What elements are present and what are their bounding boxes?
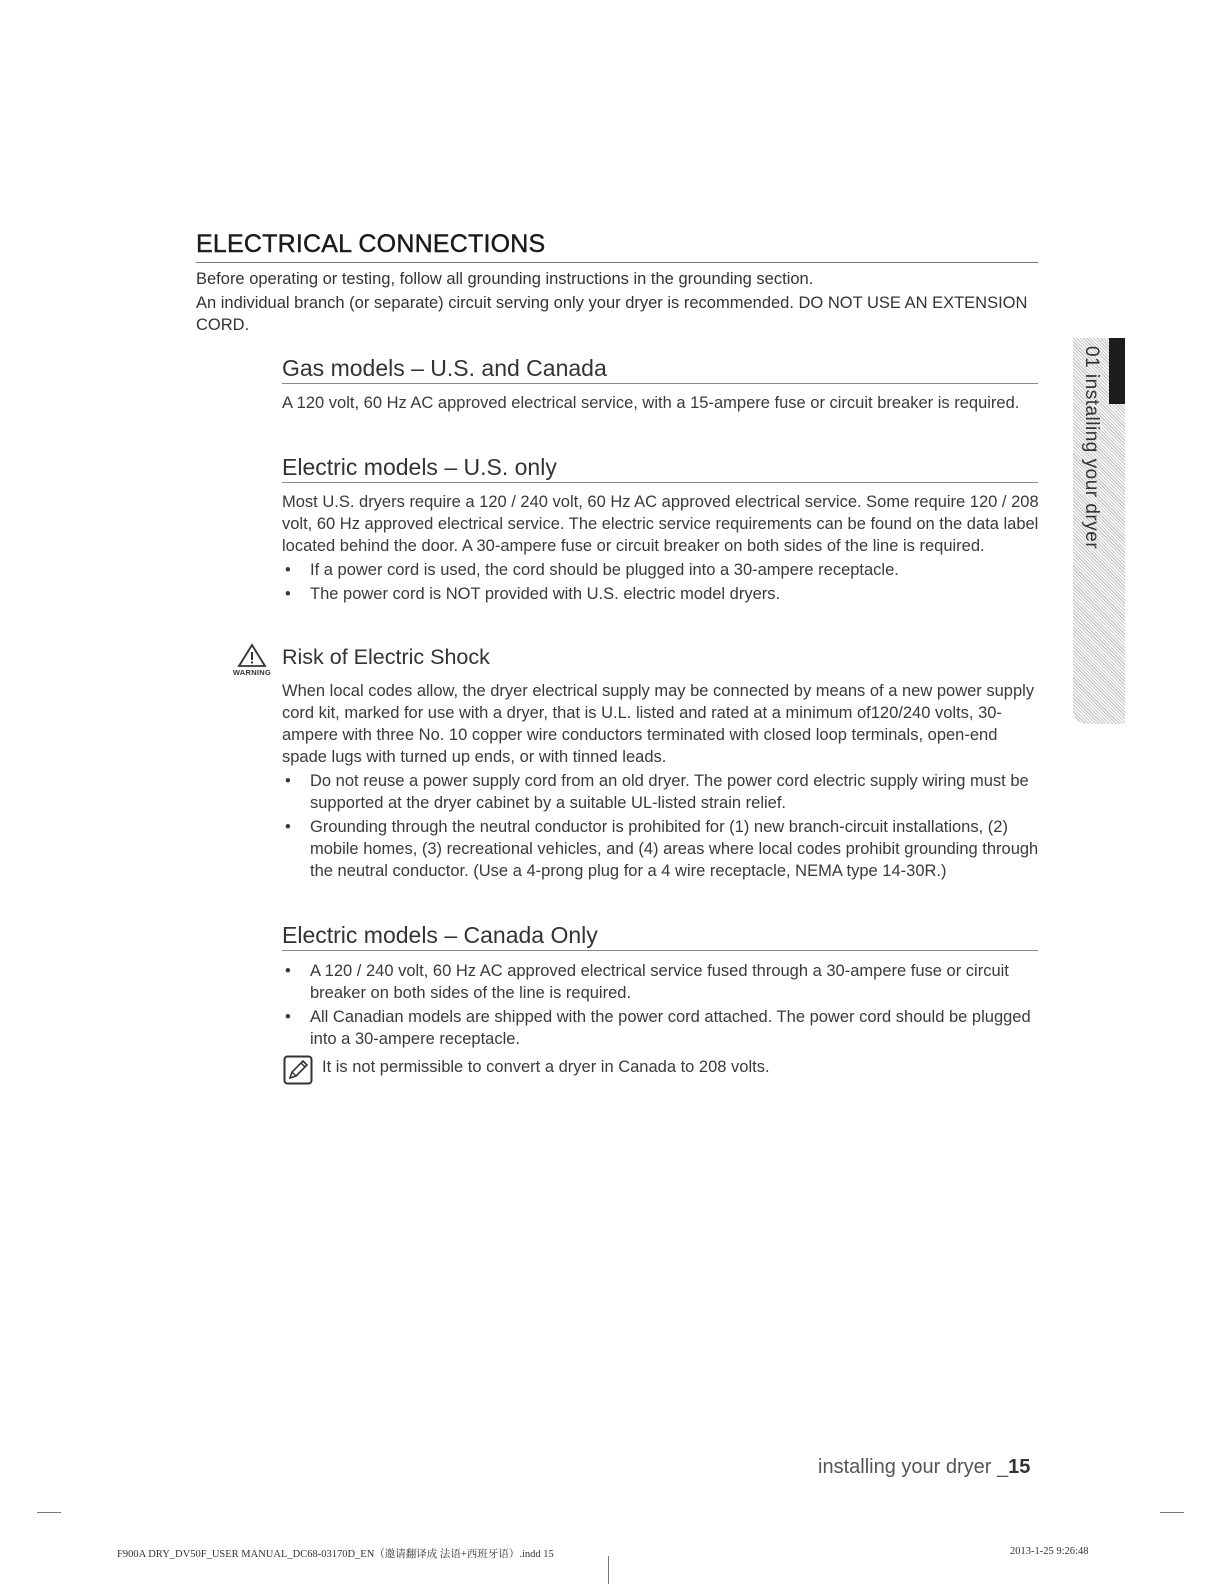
side-tab-marker [1109, 338, 1125, 404]
risk-body [282, 680, 1040, 884]
risk-heading: Risk of Electric Shock [282, 645, 490, 669]
intro-text [196, 268, 1038, 338]
print-info: F900A DRY_DV50F_USER MANUAL_DC68-03170D_EN（邀请翻译成 法语+西班牙语）.indd 15 [117, 1549, 554, 1560]
page-title: ELECTRICAL CONNECTIONS [196, 228, 1038, 263]
gas-models-heading: Gas models – U.S. and Canada [282, 353, 1038, 384]
crop-mark [1160, 1512, 1184, 1513]
footer-page-label [818, 1456, 1030, 1479]
risk-bullets [282, 770, 1040, 882]
intro-paragraph-2: An individual branch (or separate) circuit serving only your dryer is recommended. DO NOT USE AN EXTENSION CORD. [196, 294, 1028, 334]
electric-us-body [282, 491, 1040, 607]
crop-mark [608, 1556, 609, 1584]
electric-us-text: Most U.S. dryers require a 120 / 240 volt, 60 Hz AC approved electrical service. Some require 120 / 208 volt, 60 Hz approved electrical service. The electric service requirements can be found on the data label located behind the door. A 30-ampere fuse or circuit breaker on both sides of the line is required. [282, 493, 1039, 555]
gas-models-text: A 120 volt, 60 Hz AC approved electrical service, with a 15-ampere fuse or circuit breaker is required. [282, 394, 1020, 412]
list-item: • All Canadian models are shipped with the power cord attached. The power cord should be plugged into a 30-ampere receptacle. [282, 1006, 1040, 1050]
warning-triangle-icon [230, 642, 274, 678]
electric-us-heading: Electric models – U.S. only [282, 452, 1038, 483]
list-item: • Do not reuse a power supply cord from an old dryer. The power cord electric supply wiring must be supported at the dryer cabinet by a suitable UL-listed strain relief. [282, 770, 1040, 814]
gas-models-body [282, 392, 1040, 416]
footer-section: installing your dryer _ [818, 1456, 1009, 1478]
list-item: • Grounding through the neutral conductor is prohibited for (1) new branch-circuit installations, (2) mobile homes, (3) recreational vehicles, and (4) areas where local codes prohibit grounding through the neutral conductor. (Use a 4-prong plug for a 4 wire receptacle, NEMA type 14-30R.) [282, 816, 1040, 882]
warning-label: WARNING [232, 668, 272, 677]
canada-heading: Electric models – Canada Only [282, 920, 1038, 951]
print-date: 2013-1-25 9:26:48 [1010, 1546, 1089, 1557]
note-text: It is not permissible to convert a dryer in Canada to 208 volts. [322, 1058, 770, 1076]
electric-us-bullets [282, 559, 1040, 605]
list-item: • A 120 / 240 volt, 60 Hz AC approved electrical service fused through a 30-ampere fuse or circuit breaker on both sides of the line is required. [282, 960, 1040, 1004]
chapter-side-tab [1073, 338, 1125, 724]
list-item: • The power cord is NOT provided with U.S. electric model dryers. [282, 583, 1040, 605]
side-tab-label: 01 installing your dryer [1081, 346, 1102, 550]
canada-body [282, 958, 1040, 1052]
crop-mark [37, 1512, 61, 1513]
note-pencil-icon [283, 1055, 313, 1085]
risk-text: When local codes allow, the dryer electrical supply may be connected by means of a new power supply cord kit, marked for use with a dryer, that is U.L. listed and rated at a minimum of120/240 volts, 30-ampere with three No. 10 copper wire conductors terminated with closed loop terminals, open-end spade lugs with turned up ends, or with tinned leads. [282, 682, 1035, 766]
list-item: • If a power cord is used, the cord should be plugged into a 30-ampere receptacle. [282, 559, 1040, 581]
canada-bullets [282, 960, 1040, 1050]
page-number: 15 [1008, 1456, 1031, 1478]
intro-paragraph-1: Before operating or testing, follow all grounding instructions in the grounding section. [196, 270, 814, 288]
